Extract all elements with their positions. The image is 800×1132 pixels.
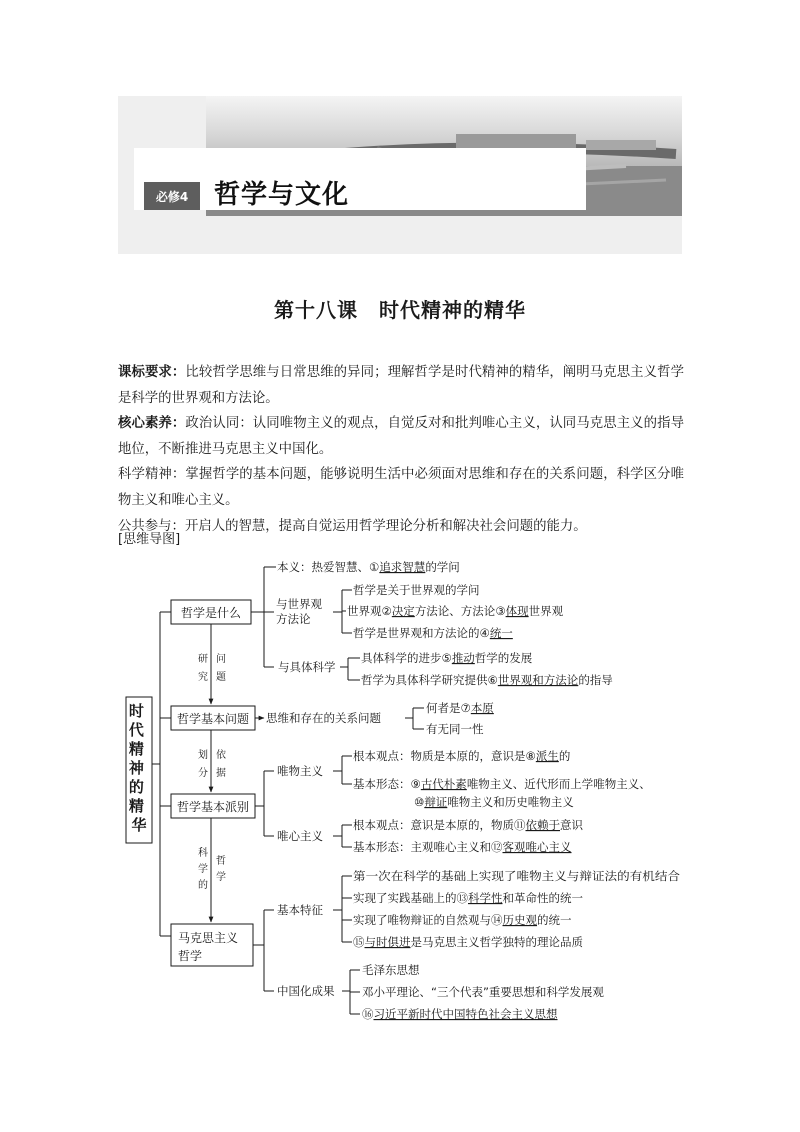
list-item: 根本观点：物质是本原的，意识是⑧派生的	[353, 749, 571, 763]
root-label: 时 代 精 神 的 精 华	[128, 702, 147, 834]
list-item: 有无同一性	[426, 722, 484, 736]
lesson-title: 第十八课 时代精神的精华	[274, 298, 526, 322]
svg-text:究: 究	[198, 672, 208, 683]
list-item: 根本观点：意识是本原的，物质⑪依赖于意识	[353, 818, 583, 832]
problem-connector	[405, 708, 424, 729]
svg-text:依: 依	[216, 750, 226, 761]
china-label: 中国化成果	[277, 984, 335, 998]
list-item: 第一次在科学的基础上实现了唯物主义与辩证法的有机结合	[353, 869, 681, 883]
link-label-scientific	[198, 846, 226, 891]
marxism-connector	[253, 910, 274, 991]
root-connector	[152, 612, 171, 936]
list-item: 哲学是世界观和方法论的④统一	[353, 626, 513, 640]
svg-text:哲: 哲	[216, 856, 226, 867]
link-label-basis	[198, 748, 226, 779]
svg-text:分: 分	[198, 768, 208, 779]
node-marxism: 哲学	[178, 949, 203, 963]
link-label-research	[198, 652, 226, 683]
svg-text:题: 题	[216, 672, 226, 683]
list-item: ⑩辩证唯物主义和历史唯物主义	[414, 795, 574, 809]
svg-text:据: 据	[216, 768, 226, 779]
features-label: 基本特征	[277, 903, 323, 917]
science-label: 与具体科学	[278, 660, 336, 674]
intro-text: 比较哲学思维与日常思维的异同；理解哲学是时代精神的精华，阐明马克思主义哲学是科学的世界观和方法论。	[118, 365, 685, 406]
node-basic-problem: 哲学基本问题	[176, 712, 250, 726]
svg-text:研: 研	[198, 654, 208, 665]
intro-label: 课标要求：	[118, 365, 186, 380]
materialism-label: 唯物主义	[277, 764, 323, 778]
list-item: 基本形态：主观唯心主义和⑫客观唯心主义	[353, 840, 572, 854]
list-item: 毛泽东思想	[362, 963, 420, 977]
svg-text:学: 学	[198, 864, 208, 875]
list-item: 哲学是关于世界观的学问	[353, 583, 480, 597]
node-schools: 哲学基本派别	[176, 800, 250, 814]
worldview-label: 方法论	[276, 612, 311, 626]
list-item: 基本形态：⑨古代朴素唯物主义、近代形而上学唯物主义、	[353, 777, 651, 791]
idealism-items	[353, 818, 583, 854]
node-what: 哲学是什么	[180, 606, 242, 620]
list-item: 实现了唯物辩证的自然观与⑭历史观的统一	[353, 913, 572, 927]
svg-text:的: 的	[198, 880, 208, 891]
relation-question: 思维和存在的关系问题	[266, 711, 381, 725]
china-items	[362, 963, 604, 1021]
intro-text: 公共参与：开启人的智慧，提高自觉运用哲学理论分析和解决社会问题的能力。	[118, 518, 587, 534]
list-item: 具体科学的进步⑤推动哲学的发展	[361, 651, 533, 665]
what-connector	[251, 567, 276, 667]
node-marxism: 马克思主义	[178, 931, 239, 945]
features-items	[353, 869, 681, 949]
science-items	[361, 651, 613, 687]
materialism-items	[353, 749, 651, 809]
list-item: 世界观②决定方法论、方法论③体现世界观	[347, 604, 564, 618]
list-item: ⑯习近平新时代中国特色社会主义思想	[362, 1007, 558, 1021]
idealism-label: 唯心主义	[277, 829, 323, 843]
problem-items	[426, 701, 494, 736]
svg-text:科: 科	[198, 848, 208, 859]
list-item: 邓小平理论、“三个代表”重要思想和科学发展观	[362, 985, 604, 999]
volume-tag: 必修4	[144, 182, 200, 210]
book-title: 哲学与文化	[214, 180, 350, 210]
svg-text:问: 问	[216, 654, 226, 665]
list-item: ⑮与时俱进是马克思主义哲学独特的理论品质	[353, 935, 583, 949]
list-item: 哲学为具体科学研究提供⑥世界观和方法论的指导	[361, 673, 613, 687]
mindmap-heading: [思维导图]	[118, 532, 181, 547]
science-connector	[340, 658, 360, 680]
worldview-items	[347, 583, 564, 640]
materialism-connector	[333, 756, 352, 784]
intro-text: 科学精神：掌握哲学的基本问题，能够说明生活中必须面对思维和存在的关系问题，科学区分唯物主义和唯心主义。	[118, 467, 684, 508]
idealism-connector	[333, 825, 352, 847]
list-item: 实现了实践基础上的⑬科学性和革命性的统一	[353, 891, 583, 905]
china-connector	[342, 970, 360, 1014]
list-item: 何者是⑦本原	[426, 701, 494, 715]
features-connector	[333, 876, 352, 942]
svg-text:学: 学	[216, 872, 226, 883]
schools-connector	[255, 771, 274, 836]
meaning-line: 本义：热爱智慧、①追求智慧的学问	[277, 560, 460, 574]
intro-label: 核心素养：	[118, 416, 186, 432]
intro-text: 政治认同：认同唯物主义的观点，自觉反对和批判唯心主义，认同马克思主义的指导地位，不断推进马克思主义中国化。	[118, 416, 685, 457]
svg-text:划: 划	[198, 750, 208, 761]
worldview-label: 与世界观	[276, 597, 322, 611]
